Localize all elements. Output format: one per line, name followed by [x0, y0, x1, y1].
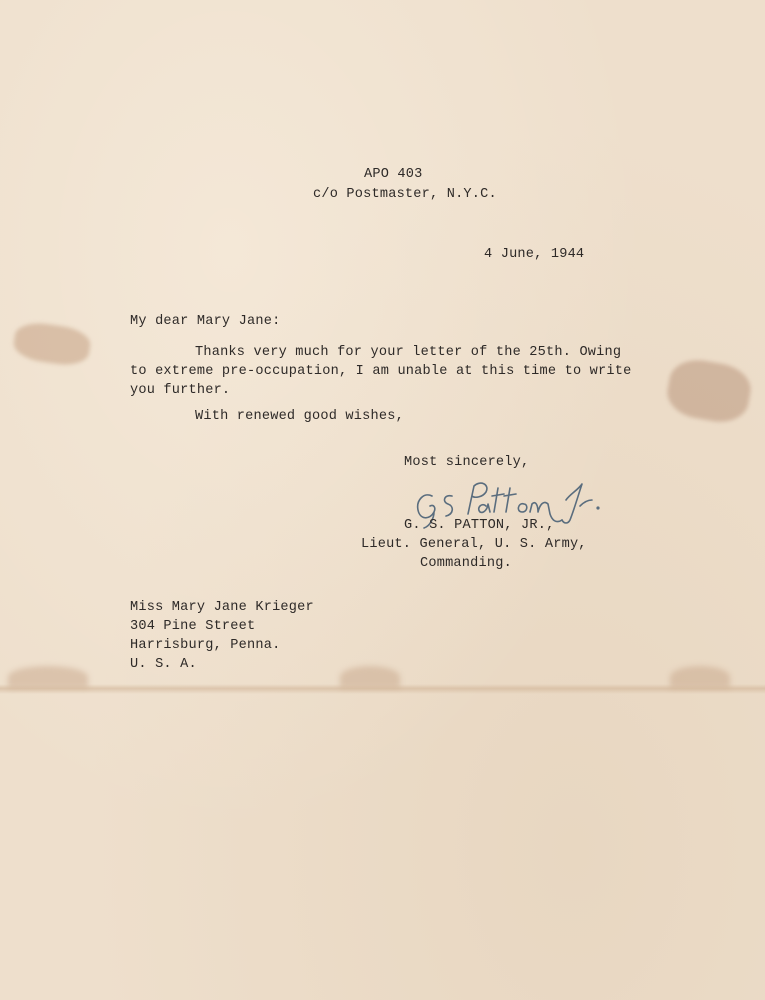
body-line: you further. [130, 383, 231, 398]
header-apo: APO 403 [364, 167, 423, 182]
recipient-name: Miss Mary Jane Krieger [130, 600, 314, 615]
header-postmaster: c/o Postmaster, N.Y.C. [313, 187, 497, 202]
paper-stain [664, 355, 755, 426]
closing: Most sincerely, [404, 455, 530, 470]
paper-fold-line [0, 684, 765, 694]
body-line: Thanks very much for your letter of the 25th. Owing [195, 345, 622, 360]
good-wishes: With renewed good wishes, [195, 409, 404, 424]
paper-stain [12, 320, 93, 368]
body-line: to extreme pre-occupation, I am unable at this time to write [130, 364, 632, 379]
letter-date: 4 June, 1944 [484, 247, 585, 262]
signer-rank: Lieut. General, U. S. Army, [361, 537, 587, 552]
salutation: My dear Mary Jane: [130, 314, 281, 329]
recipient-city: Harrisburg, Penna. [130, 638, 281, 653]
recipient-street: 304 Pine Street [130, 619, 256, 634]
signer-role: Commanding. [420, 556, 512, 571]
signer-name: G. S. PATTON, JR., [404, 518, 555, 533]
recipient-country: U. S. A. [130, 657, 197, 672]
